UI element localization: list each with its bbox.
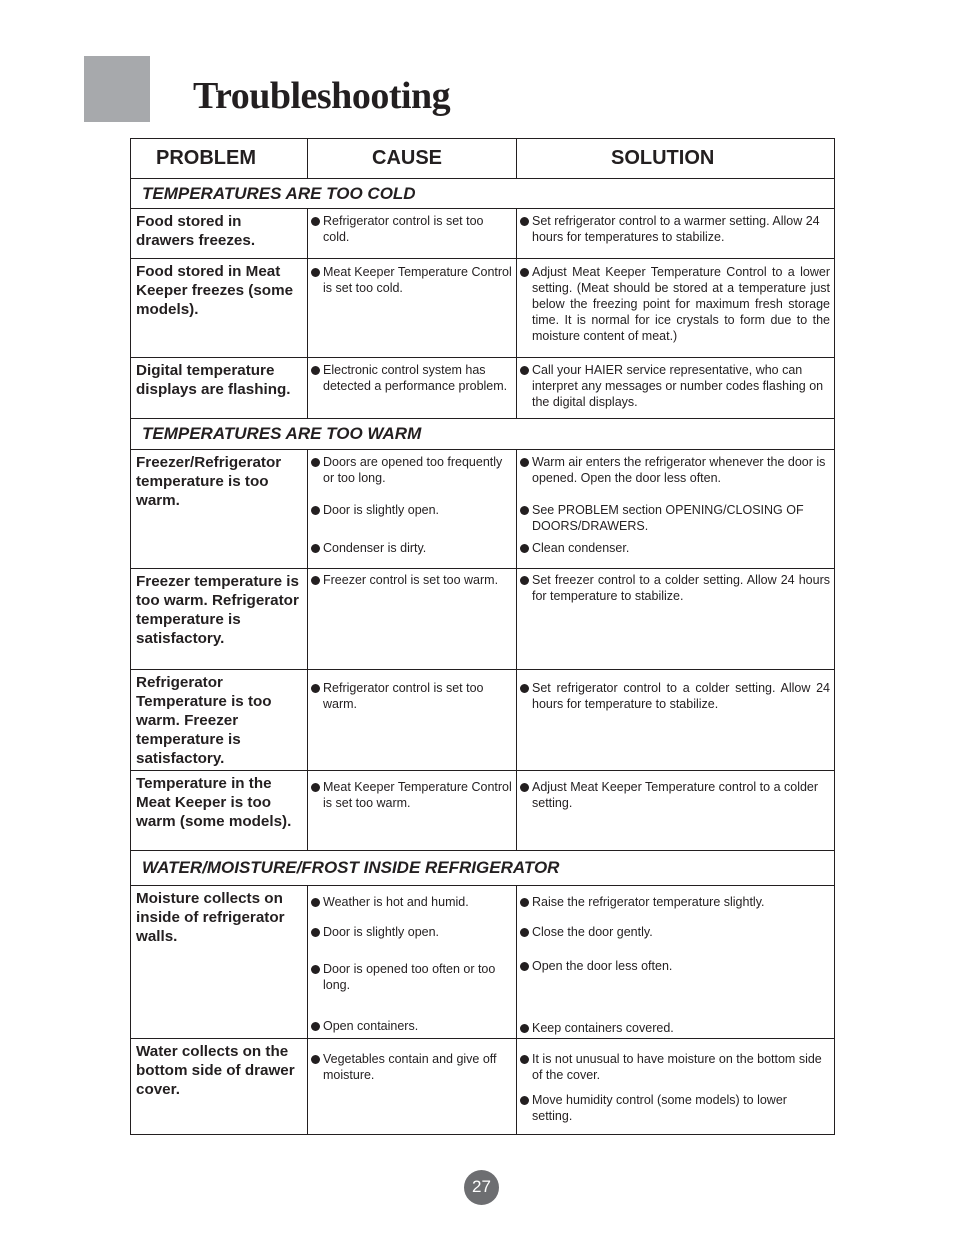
solution-item: Clean condenser. — [520, 540, 830, 556]
page-number-badge: 27 — [464, 1170, 499, 1205]
problem-cell: Moisture collects on inside of refrigerator walls. — [131, 886, 308, 1039]
cause-item: Door is slightly open. — [311, 502, 512, 518]
problem-cell: Refrigerator Temperature is too warm. Freezer temperature is satisfactory. — [131, 670, 308, 771]
troubleshooting-table — [130, 138, 835, 1135]
section-marker-box — [84, 56, 150, 122]
table-row — [131, 569, 835, 670]
solution-item: Set freezer control to a colder setting. Allow 24 hours for temperature to stabilize. — [520, 572, 830, 604]
section-heading: TEMPERATURES ARE TOO COLD — [131, 179, 835, 209]
table-row — [131, 209, 835, 259]
table-row — [131, 450, 835, 569]
cause-item: Open containers. — [311, 1018, 512, 1034]
section-heading: WATER/MOISTURE/FROST INSIDE REFRIGERATOR — [131, 851, 835, 886]
solution-item: Keep containers covered. — [520, 1020, 830, 1036]
cause-item: Electronic control system has detected a performance problem. — [311, 362, 512, 394]
cause-cell — [308, 450, 517, 569]
solution-cell — [517, 450, 835, 569]
cause-item: Refrigerator control is set too warm. — [311, 680, 512, 712]
solution-cell — [517, 259, 835, 358]
cause-header — [308, 139, 517, 179]
page-title: Troubleshooting — [193, 75, 451, 117]
problem-header — [131, 139, 308, 179]
solution-header — [517, 139, 835, 179]
solution-item: See PROBLEM section OPENING/CLOSING OF DOORS/DRAWERS. — [520, 502, 830, 534]
cause-item: Meat Keeper Temperature Control is set too cold. — [311, 264, 512, 296]
cause-cell — [308, 358, 517, 419]
section-heading: TEMPERATURES ARE TOO WARM — [131, 419, 835, 450]
problem-cell: Temperature in the Meat Keeper is too warm (some models). — [131, 771, 308, 851]
solution-item: Adjust Meat Keeper Temperature control to a colder setting. — [520, 779, 830, 811]
problem-cell: Freezer temperature is too warm. Refrigerator temperature is satisfactory. — [131, 569, 308, 670]
cause-item: Vegetables contain and give off moisture. — [311, 1051, 512, 1083]
table-row — [131, 1039, 835, 1135]
cause-cell — [308, 886, 517, 1039]
table-row — [131, 886, 835, 1039]
solution-item: Raise the refrigerator temperature slightly. — [520, 894, 830, 910]
solution-item: Close the door gently. — [520, 924, 830, 940]
solution-cell — [517, 358, 835, 419]
solution-cell — [517, 670, 835, 771]
problem-cell: Digital temperature displays are flashing. — [131, 358, 308, 419]
solution-cell — [517, 771, 835, 851]
solution-item: Move humidity control (some models) to lower setting. — [520, 1092, 830, 1124]
solution-item: Call your HAIER service representative, who can interpret any messages or number codes flashing on the digital displays. — [520, 362, 830, 410]
problem-cell: Food stored in Meat Keeper freezes (some models). — [131, 259, 308, 358]
cause-cell — [308, 259, 517, 358]
cause-header-label: CAUSE — [372, 147, 443, 169]
cause-cell — [308, 771, 517, 851]
solution-cell — [517, 209, 835, 259]
section-heading-row — [131, 419, 835, 450]
cause-cell — [308, 1039, 517, 1135]
solution-item: Set refrigerator control to a colder setting. Allow 24 hours for temperature to stabilize. — [520, 680, 830, 712]
solution-header-label: SOLUTION — [611, 147, 715, 169]
cause-item: Weather is hot and humid. — [311, 894, 512, 910]
cause-item: Freezer control is set too warm. — [311, 572, 512, 588]
cause-item: Doors are opened too frequently or too long. — [311, 454, 512, 486]
cause-item: Door is slightly open. — [311, 924, 512, 940]
problem-cell: Food stored in drawers freezes. — [131, 209, 308, 259]
cause-cell — [308, 209, 517, 259]
cause-item: Door is opened too often or too long. — [311, 961, 512, 993]
cause-cell — [308, 569, 517, 670]
table-header-row — [131, 139, 835, 179]
problem-cell: Water collects on the bottom side of drawer cover. — [131, 1039, 308, 1135]
solution-item: Warm air enters the refrigerator whenever the door is opened. Open the door less often. — [520, 454, 830, 486]
cause-item: Condenser is dirty. — [311, 540, 512, 556]
table-row — [131, 771, 835, 851]
solution-cell — [517, 1039, 835, 1135]
table-row — [131, 670, 835, 771]
solution-item: Adjust Meat Keeper Temperature Control to a lower setting. (Meat should be stored at a temperature just below the freezing point for maximum fresh storage time. It is normal for ice crystals to form due to the moisture content of meat.) — [520, 264, 830, 344]
cause-item: Meat Keeper Temperature Control is set too warm. — [311, 779, 512, 811]
solution-item: It is not unusual to have moisture on the bottom side of the cover. — [520, 1051, 830, 1083]
solution-cell — [517, 886, 835, 1039]
cause-item: Refrigerator control is set too cold. — [311, 213, 512, 245]
cause-cell — [308, 670, 517, 771]
section-heading-row — [131, 851, 835, 886]
problem-header-label: PROBLEM — [156, 147, 256, 169]
solution-item: Set refrigerator control to a warmer setting. Allow 24 hours for temperatures to stabilize. — [520, 213, 830, 245]
problem-cell: Freezer/Refrigerator temperature is too warm. — [131, 450, 308, 569]
section-heading-row — [131, 179, 835, 209]
table-row — [131, 259, 835, 358]
solution-cell — [517, 569, 835, 670]
table-row — [131, 358, 835, 419]
solution-item: Open the door less often. — [520, 958, 830, 974]
